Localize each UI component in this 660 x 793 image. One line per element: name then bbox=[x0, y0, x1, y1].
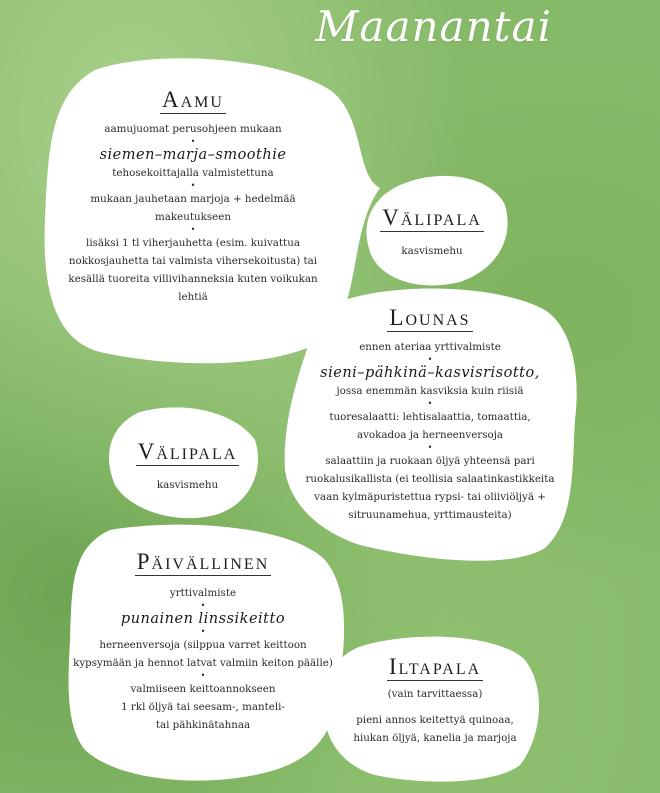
lounas-line-2: jossa enemmän kasviksia kuin riisiä bbox=[336, 385, 524, 398]
bullet-dot: • bbox=[427, 399, 433, 409]
bullet-dot: • bbox=[190, 181, 196, 191]
lounas-line-4c: vaan kylmäpuristettua rypsi- tai oliiviöljyä + bbox=[314, 491, 546, 504]
bullet-dot: • bbox=[200, 671, 206, 681]
aamu-line-1: aamujuomat perusohjeen mukaan bbox=[104, 123, 282, 136]
page-title: Maanantai bbox=[315, 2, 552, 51]
section-valipala-2 bbox=[125, 440, 250, 494]
section-lounas bbox=[290, 306, 570, 524]
lounas-line-1: ennen ateriaa yrttivalmiste bbox=[359, 341, 501, 354]
paivallinen-line-3c: tai pähkinätahnaa bbox=[155, 719, 251, 732]
aamu-line-2: tehosekoittajalla valmistettuna bbox=[112, 167, 274, 180]
section-iltapala bbox=[335, 655, 535, 747]
paivallinen-line-1: yrttivalmiste bbox=[169, 587, 237, 600]
heading-valipala-1: Välipala bbox=[380, 206, 484, 232]
iltapala-line-1a: pieni annos keitettyä quinoaa, bbox=[356, 714, 514, 727]
lounas-dish: sieni–pähkinä–kasvisrisotto, bbox=[320, 365, 540, 382]
iltapala-subheading: (vain tarvittaessa) bbox=[387, 688, 483, 701]
paivallinen-line-2b: kypsymään ja hennot latvat valmiin keiton päälle) bbox=[73, 657, 333, 670]
bullet-dot: • bbox=[190, 225, 196, 235]
paivallinen-line-3a: valmiiseen keittoannokseen bbox=[130, 683, 276, 696]
aamu-line-4a: lisäksi 1 tl viherjauhetta (esim. kuivattua bbox=[86, 237, 300, 250]
bullet-dot: • bbox=[427, 443, 433, 453]
lounas-line-3b: avokadoa ja herneenversoja bbox=[356, 429, 504, 442]
heading-lounas: Lounas bbox=[387, 306, 472, 332]
heading-paivallinen: Päivällinen bbox=[135, 550, 272, 576]
paivallinen-line-2a: herneenversoja (silppua varret keittoon bbox=[99, 639, 307, 652]
section-aamu bbox=[48, 88, 338, 306]
aamu-line-3b: makeutukseen bbox=[155, 211, 231, 224]
paivallinen-line-3b: 1 rkl öljyä tai seesam-, manteli- bbox=[121, 701, 285, 714]
lounas-line-4b: ruokalusikallista (ei teollisia salaatinkastikkeita bbox=[305, 473, 555, 486]
valipala2-line-1: kasvismehu bbox=[156, 479, 219, 492]
aamu-line-4d: lehtiä bbox=[178, 291, 208, 304]
bullet-dot: • bbox=[190, 137, 196, 147]
lounas-line-4d: sitruunamehua, yrttimausteita) bbox=[348, 509, 512, 522]
lounas-line-3a: tuoresalaatti: lehtisalaattia, tomaattia, bbox=[329, 411, 531, 424]
heading-aamu: Aamu bbox=[160, 88, 226, 114]
bullet-dot: • bbox=[200, 627, 206, 637]
aamu-line-3a: mukaan jauhetaan marjoja + hedelmää bbox=[90, 193, 296, 206]
heading-valipala-2: Välipala bbox=[136, 440, 240, 466]
bullet-dot: • bbox=[427, 355, 433, 365]
paivallinen-dish: punainen linssikeitto bbox=[120, 611, 286, 628]
section-valipala-1 bbox=[372, 206, 492, 260]
heading-iltapala: Iltapala bbox=[387, 655, 483, 681]
bullet-dot: • bbox=[200, 601, 206, 611]
iltapala-line-1b: hiukan öljyä, kanelia ja marjoja bbox=[353, 732, 517, 745]
aamu-dish: siemen–marja–smoothie bbox=[99, 147, 287, 164]
valipala1-line-1: kasvismehu bbox=[401, 245, 463, 258]
aamu-line-4b: nokkosjauhetta tai valmista vihersekoitusta) tai bbox=[68, 255, 318, 268]
lounas-line-4a: salaattiin ja ruokaan öljyä yhteensä pari bbox=[325, 455, 535, 468]
section-paivallinen bbox=[68, 550, 338, 734]
aamu-line-4c: kesällä tuoreita villivihanneksia kuten voikukan bbox=[68, 273, 318, 286]
